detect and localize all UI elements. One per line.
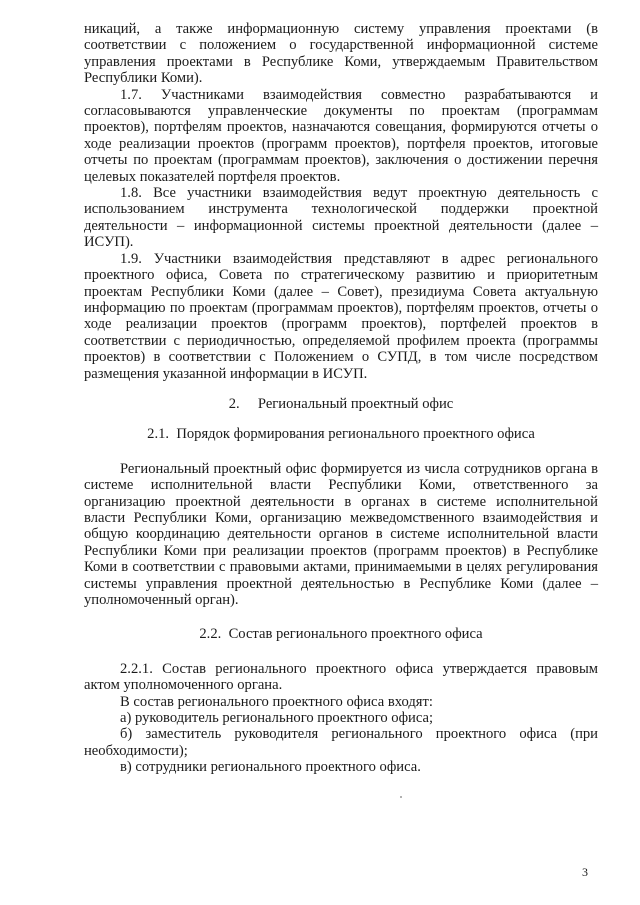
subsection-2-2-heading: 2.2. Состав регионального проектного офиса xyxy=(199,626,483,643)
paragraph-1-7: 1.7. Участниками взаимодействия совместно разрабатываются и согласовываются управленческие документы по проектам (программам проектов), портфелям проектов, назначаются совещания, формируются отчеты о ходе реализации проектов (программ проектов), портфеля проектов, итоговые отчеты по проектам (программам проектов), заключения о достижении перечня целевых показателей портфеля проектов. xyxy=(84,86,598,185)
page-body xyxy=(84,21,598,776)
scan-speck xyxy=(400,796,402,798)
paragraph-2-2-1: 2.2.1. Состав регионального проектного офиса утверждается правовым актом уполномоченного органа. xyxy=(84,660,598,694)
composition-item-b: б) заместитель руководителя регионального проектного офиса (при необходимости); xyxy=(84,726,598,759)
paragraph-1-9: 1.9. Участники взаимодействия представляют в адрес регионального проектного офиса, Совета по стратегическому развитию и приоритетным проектам Республики Коми (далее – Совет), президиума Совета актуальную информацию по проектам (программам проектов), портфелям проектов, отчеты о ходе реализации проектов (программ проектов), портфелей проектов в соответствии с периодичностью, определяемой профилем проекта (программы проектов) в соответствии с Положением о СУПД, в том числе посредством размещения указанной информации в ИСУП. xyxy=(84,250,598,382)
page-number: 3 xyxy=(582,865,588,879)
paragraph-2-1: Региональный проектный офис формируется из числа сотрудников органа в системе исполнительной власти Республики Коми, ответственного за организацию проектной деятельности в органах в системе исполнительной власти Республики Коми, организацию межведомственного взаимодействия и общую координацию деятельности органов в системе исполнительной власти Республики Коми при реализации проектов (программ проектов) в Республике Коми в соответствии с правовыми актами, принимаемыми в целях регулирования системы управления проектной деятельностью в Республике Коми (далее – уполномоченный орган). xyxy=(84,460,598,608)
subsection-2-1-heading: 2.1. Порядок формирования регионального проектного офиса xyxy=(147,426,535,443)
section-2-heading: 2. Региональный проектный офис xyxy=(228,395,454,412)
paragraph-1-8: 1.8. Все участники взаимодействия ведут проектную деятельность с использованием инструмента технологической поддержки проектной деятельности – информационной системы проектной деятельности (далее – ИСУП). xyxy=(84,185,598,251)
composition-item-a: а) руководитель регионального проектного офиса; xyxy=(120,710,434,727)
paragraph-continuation: никаций, а также информационную систему управления проектами (в соответствии с положением о государственной информационной системе управления проектами в Республике Коми, утверждаемым Правительством Республики Коми). xyxy=(84,21,598,87)
composition-item-c: в) сотрудники регионального проектного офиса. xyxy=(120,759,421,776)
composition-intro: В состав регионального проектного офиса входят: xyxy=(120,693,433,710)
